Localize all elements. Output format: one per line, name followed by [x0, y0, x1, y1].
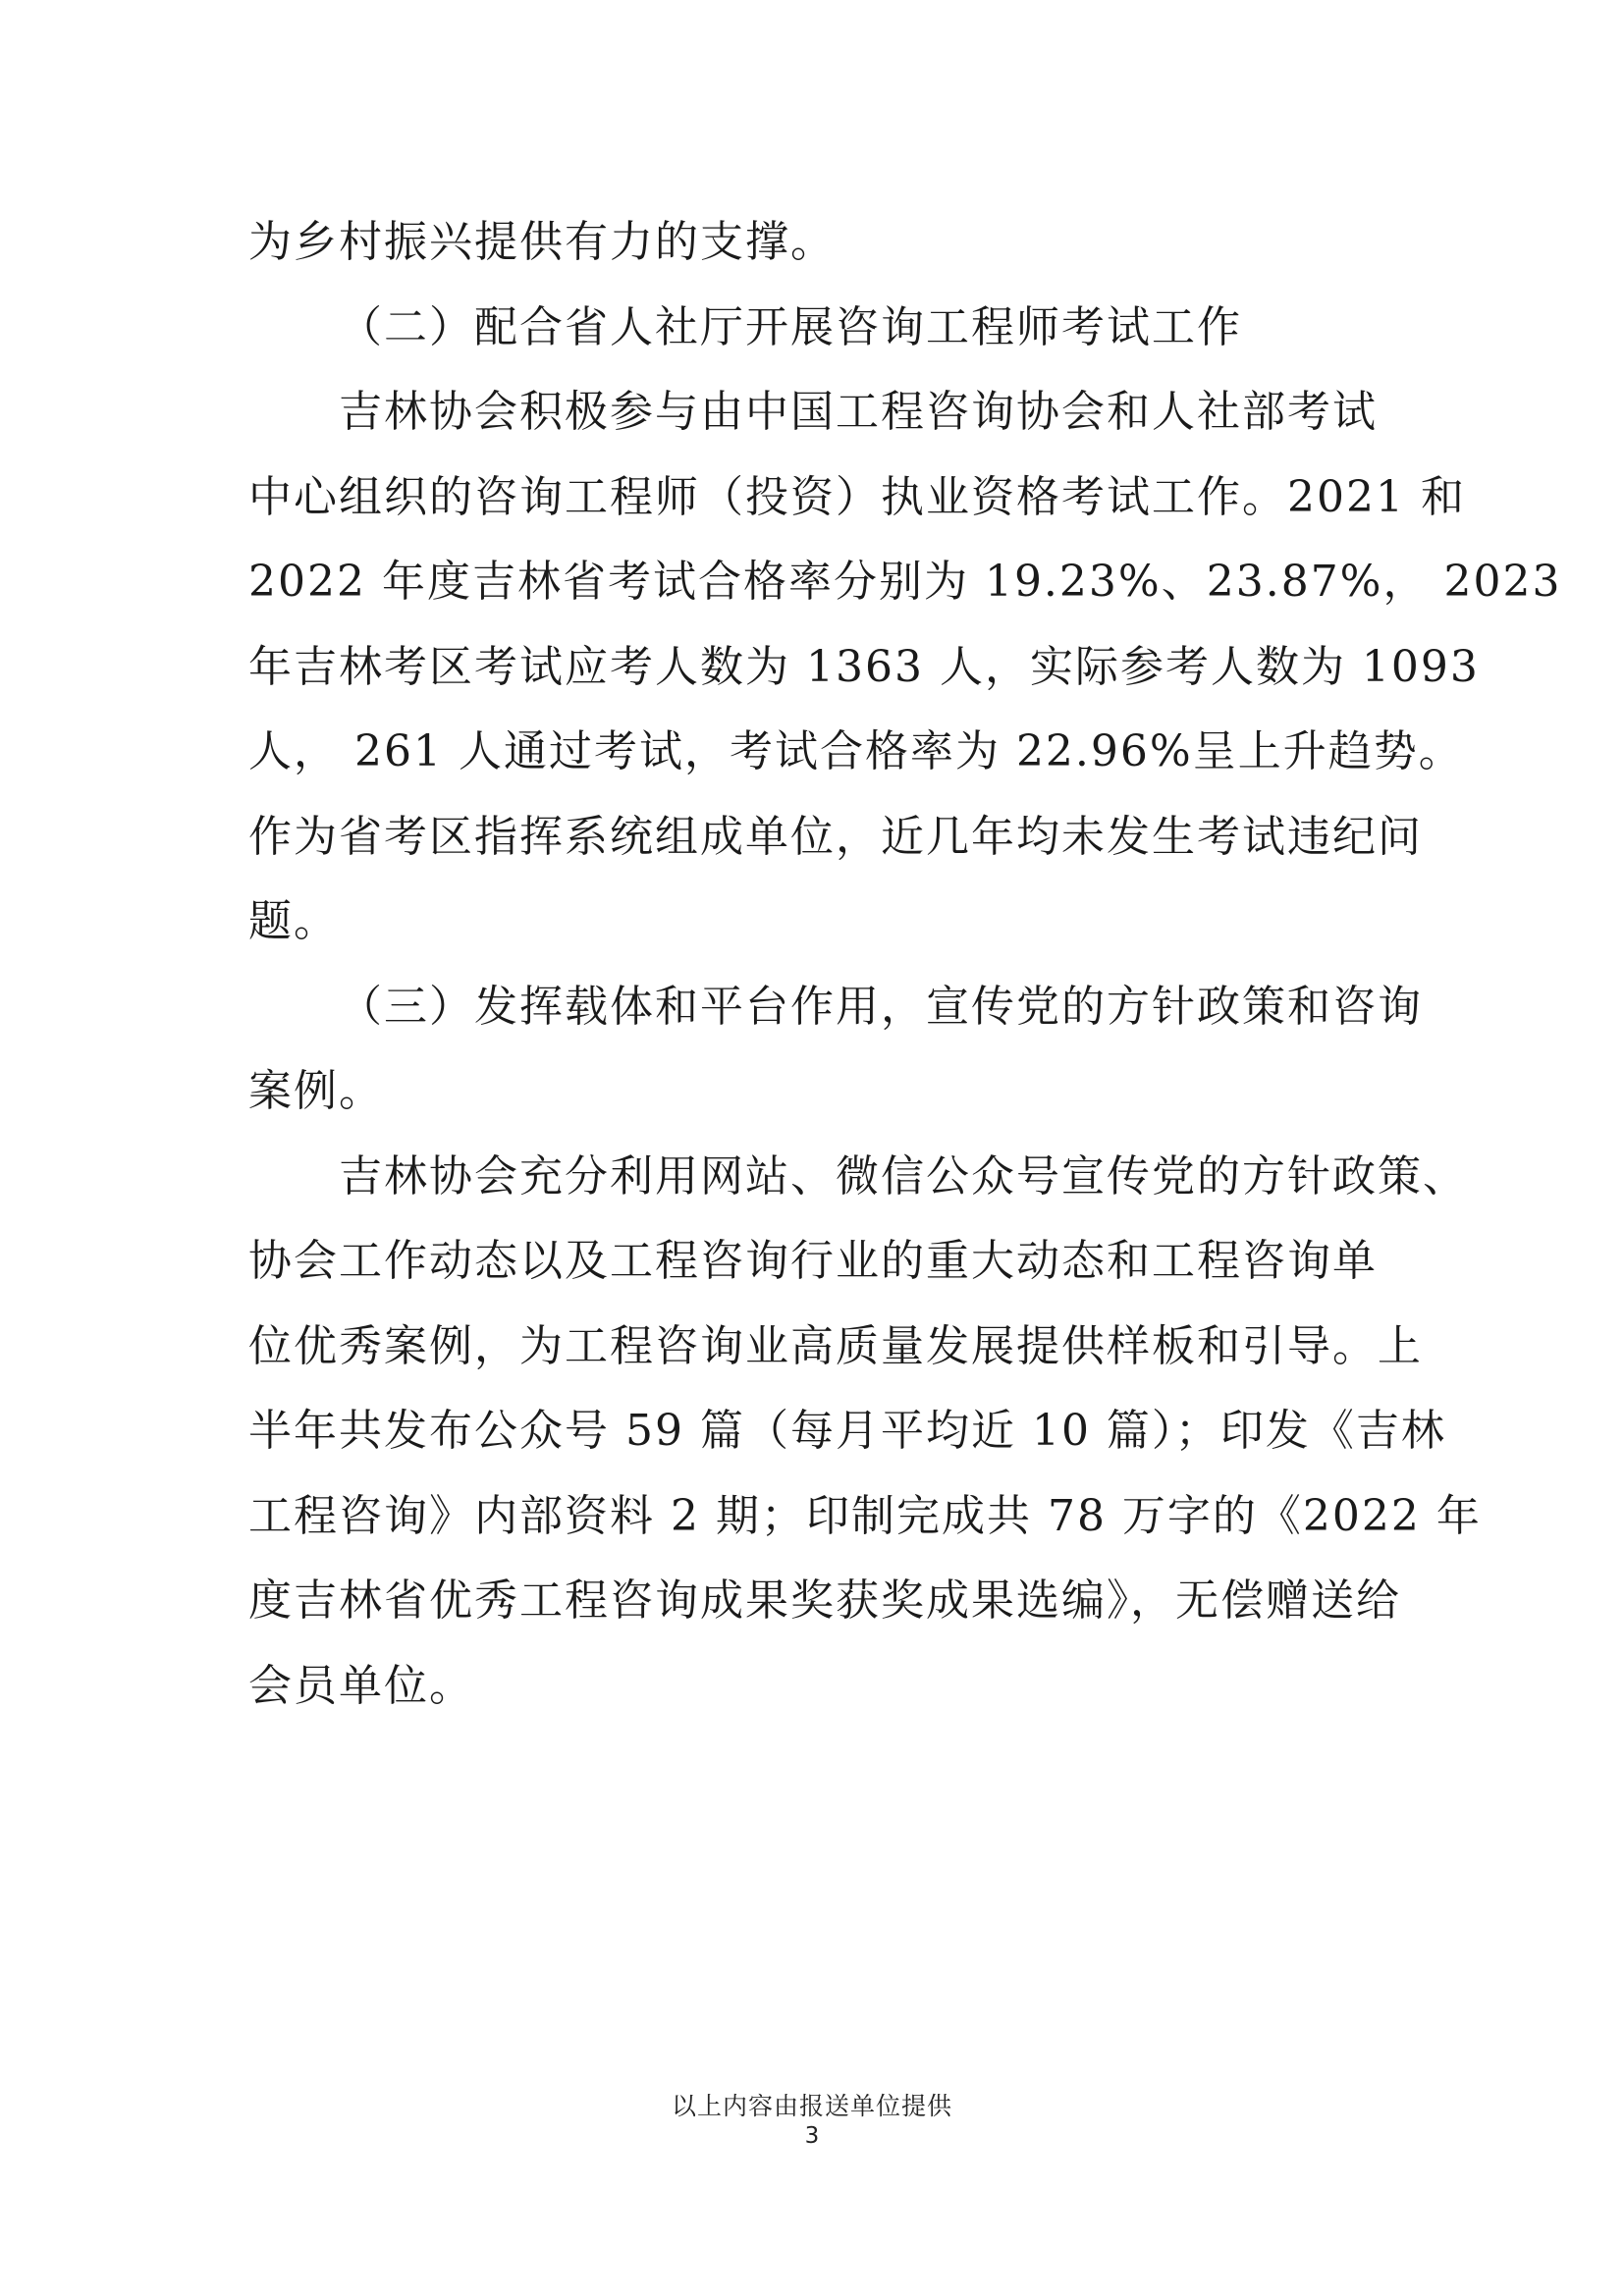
section-heading-3: （三）发挥载体和平台作用，宣传党的方针政策和咨询 [339, 981, 1423, 1032]
paragraph-line: 会员单位。 [248, 1660, 474, 1711]
page-number: 3 [804, 2123, 820, 2149]
paragraph-line: 题。 [248, 896, 339, 946]
paragraph-line: 工程咨询》内部资料 2 期；印制完成共 78 万字的《2022 年 [248, 1490, 1482, 1541]
footer-note: 以上内容由报送单位提供 [671, 2092, 952, 2120]
paragraph-line: 半年共发布公众号 59 篇（每月平均近 10 篇）；印发《吉林 [248, 1406, 1446, 1456]
paragraph-line: 2022 年度吉林省考试合格率分别为 19.23%、23.87%， 2023 [248, 557, 1562, 607]
paragraph-line: 为乡村振兴提供有力的支撑。 [248, 217, 836, 267]
section-heading-2: （二）配合省人社厅开展咨询工程师考试工作 [339, 301, 1242, 352]
paragraph-line: 中心组织的咨询工程师（投资）执业资格考试工作。2021 和 [248, 471, 1466, 522]
paragraph-line: 协会工作动态以及工程咨询行业的重大动态和工程咨询单 [248, 1236, 1378, 1286]
paragraph-line: 度吉林省优秀工程咨询成果奖获奖成果选编》，无偿赠送给 [248, 1575, 1401, 1626]
paragraph-line: 作为省考区指挥系统组成单位，近几年均未发生考试违纪问 [248, 811, 1423, 862]
paragraph-line: 吉林协会充分利用网站、微信公众号宣传党的方针政策、 [339, 1150, 1468, 1201]
document-body [248, 208, 1562, 1736]
paragraph-line: 年吉林考区考试应考人数为 1363 人，实际参考人数为 1093 [248, 641, 1480, 692]
section-heading-3-cont: 案例。 [248, 1066, 384, 1116]
paragraph-line: 位优秀案例，为工程咨询业高质量发展提供样板和引导。上 [248, 1320, 1423, 1371]
paragraph-line: 吉林协会积极参与由中国工程咨询协会和人社部考试 [339, 387, 1378, 437]
paragraph-line: 人， 261 人通过考试，考试合格率为 22.96%呈上升趋势。 [248, 726, 1464, 776]
